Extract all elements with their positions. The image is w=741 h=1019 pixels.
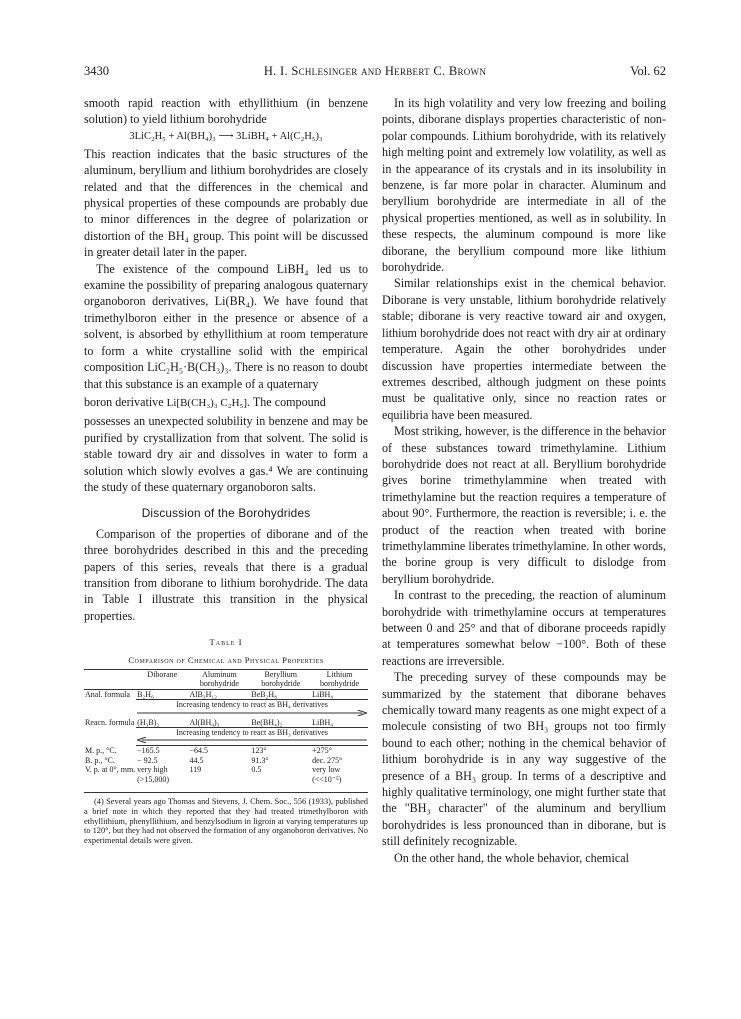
paragraph: In its high volatility and very low freezing and boiling points, diborane displays properties characteristic of non-polar compounds. Lithium borohydride, with its relatively high melting point and extremely low volatility, as well as in the appearance of its crystals and in its insolubility in benzene, is far more polar in character. Aluminum and beryllium borohydride are intermediate in all of the physical properties mentioned, as well as in solubility. In these respects, the aluminum compound is more like diborane, the beryllium compound more like lithium borohydride.: [382, 96, 666, 275]
table-cell: 91.3°: [251, 755, 269, 765]
table-cell: − 92.5: [137, 755, 158, 765]
page-header: [84, 64, 666, 80]
table-header-row: [84, 670, 368, 689]
table-header: [84, 670, 136, 689]
paragraph: Comparison of the properties of diborane and of the three borohydrides described in this and the preceding papers of this series, reveals that there is a gradual transition from diborane to lithium borohydride. The data in Table I illustrate this transition in the physical properties.: [84, 526, 368, 623]
table-row: [84, 718, 368, 728]
paragraph: The existence of the compound LiBH₄ led us to examine the possibility of preparing analogous quaternary organoboron derivatives, Li(BR₄). We have found that trimethylboron either in the presence or absence of a solvent, is absorbed by ethyllithium at room temperature to form a white crystalline solid with the empirical composition LiC₂H₅·B(CH₃)₃. There is no reason to doubt that this substance is an example of a quaternary: [84, 261, 368, 391]
table-row: [84, 765, 368, 784]
paragraph-formula-line: [84, 394, 368, 411]
paragraph: Similar relationships exist in the chemical behavior. Diborane is very unstable, lithium borohydride relatively stable; diborane is very reactive toward air and oxygen, lithium borohydride does not react with dry air at ordinary temperature. Again the other borohydrides under discussion have properties intermediate between the extremes described, although judgment on these points must be qualitative only, since no reaction rates or equilibria have been measured.: [382, 276, 666, 422]
table-cell: dec. 275°: [312, 755, 343, 765]
properties-table: [84, 670, 368, 784]
table-title: Table I: [209, 637, 243, 648]
table-header: Aluminum borohydride: [188, 670, 250, 689]
table-cell: B. p., °C.: [85, 755, 115, 765]
table-cell: 123°: [251, 746, 267, 756]
table-cell: 0.5: [251, 765, 262, 775]
table-cell: 44.5: [189, 755, 204, 765]
right-arrow-icon: [137, 710, 367, 716]
table-cell: B₂H₆: [137, 689, 154, 699]
trend-arrow-row: [84, 737, 368, 746]
trend-label: Increasing tendency to react as BH₄ derivatives: [136, 700, 368, 710]
table-cell: Reacn. formula: [85, 717, 135, 727]
text-fragment: . The compound: [247, 394, 326, 409]
table-cell: Al(BH₄)₃: [189, 717, 220, 727]
equation: 3LiC₂H₅ + Al(BH₄)₃ ⟶ 3LiBH₄ + Al(C₂H₅)₃: [129, 130, 323, 142]
table-cell: Anal. formula: [85, 689, 130, 699]
right-column: [382, 95, 666, 866]
trend-label: Increasing tendency to react as BH₃ derivatives: [136, 728, 368, 738]
volume-label: Vol. 62: [630, 64, 666, 78]
running-authors: H. I. Schlesinger and Herbert C. Brown: [263, 64, 487, 78]
section-heading: Discussion of the Borohydrides: [141, 506, 311, 521]
table-row: [84, 700, 368, 710]
table-cell: V. p. at 0°, mm.: [85, 765, 136, 775]
footnote: (4) Several years ago Thomas and Stevens, J. Chem. Soc., 556 (1933), published a brief note in which they reported that they had treated trimethylboron with ethyllithium, phenyllithium, and benzylsodium in ligroin at varying temperatures up to 120°, but they had not observed the formation of any organoboron derivatives. No experimental details were given.: [84, 792, 368, 846]
table-cell: +275°: [312, 746, 332, 756]
text-fragment: boron derivative: [84, 394, 164, 409]
paragraph: The preceding survey of these compounds may be summarized by the statement that diborane behaves chemically toward many reagents as one might expect of a molecule consisting of two BH₃ groups not too firmly bound to each other; nothing in the chemical behavior of lithium borohydride is in any way suggestive of the presence of a BH₃ group. In terms of a descriptive and highly qualitative terminology, one might further state that the "BH₃ character" of the aluminum and beryllium borohydrides is less pronounced than in diborane, but is still definitely recognizable.: [382, 670, 666, 849]
table-subtitle: Comparison of Chemical and Physical Properties: [84, 652, 368, 670]
table-row: [84, 756, 368, 765]
paragraph: In contrast to the preceding, the reaction of aluminum borohydride with trimethylamine occurs at temperatures between 0 and 25° and that of diborane proceeds rapidly at temperatures somewhat below −100°. Both of these reactions are irreversible.: [382, 588, 666, 668]
table-cell: BeB₂H₈: [251, 689, 277, 699]
table-cell: very high (>15,000): [137, 765, 170, 784]
paragraph: This reaction indicates that the basic structures of the aluminum, beryllium and lithium borohydrides are closely related and that the differences in the chemical and physical properties of these compounds are probably due to minor differences in the degree of polarization or distortion of the BH₄ group. This point will be discussed in greater detail later in the paper.: [84, 146, 368, 260]
left-column: [84, 95, 368, 846]
table-cell: 119: [189, 765, 202, 775]
table-header: Beryllium borohydride: [250, 670, 311, 689]
paragraph: Most striking, however, is the difference in the behavior of these substances toward trimethylamine. Lithium borohydride does not react at all. Beryllium borohydride gives borine trimethylammine when treated with trimethylamine but the reaction requires a temperature of about 90°. Furthermore, the reaction is reversible; i. e. the product of the reaction when treated with borine trimethylammine liberates trimethylamine. In other words, the borine group is very difficult to dislodge from beryllium borohydride.: [382, 424, 666, 586]
table-cell: (H₃B)₂: [137, 717, 160, 727]
table-cell: AlB₃H₁₂: [189, 689, 217, 699]
page-number: 3430: [84, 64, 109, 78]
table-cell: −165.5: [137, 746, 160, 756]
table-cell: Be(BH₄)₂: [251, 717, 283, 727]
trend-arrow-row: [84, 710, 368, 718]
paragraph: On the other hand, the whole behavior, chemical: [394, 850, 629, 865]
left-arrow-icon: [137, 737, 367, 743]
paragraph: smooth rapid reaction with ethyllithium (in benzene solution) to yield lithium borohydride: [84, 96, 368, 127]
table-cell: LiBH₄: [312, 689, 334, 699]
table-cell: −64.5: [189, 746, 208, 756]
table-header: Lithium borohydride: [311, 670, 368, 689]
paragraph: possesses an unexpected solubility in benzene and may be purified by crystallization from that solvent. The solid is stable toward dry air and dissolves in water to form a solution which slowly evolves a gas.⁴ We are continuing the study of these quaternary organoboron salts.: [84, 414, 368, 494]
table-row: [84, 689, 368, 699]
quaternary-formula: Li[B(CH₃)₃ C₂H₅]: [166, 396, 248, 409]
table-row: [84, 746, 368, 756]
table-cell: very low (<<10⁻⁵): [312, 765, 342, 784]
table-row: [84, 728, 368, 738]
table-cell: M. p., °C.: [85, 745, 117, 755]
table-header: Diborane: [136, 670, 188, 689]
table-cell: LiBH₄: [312, 717, 334, 727]
